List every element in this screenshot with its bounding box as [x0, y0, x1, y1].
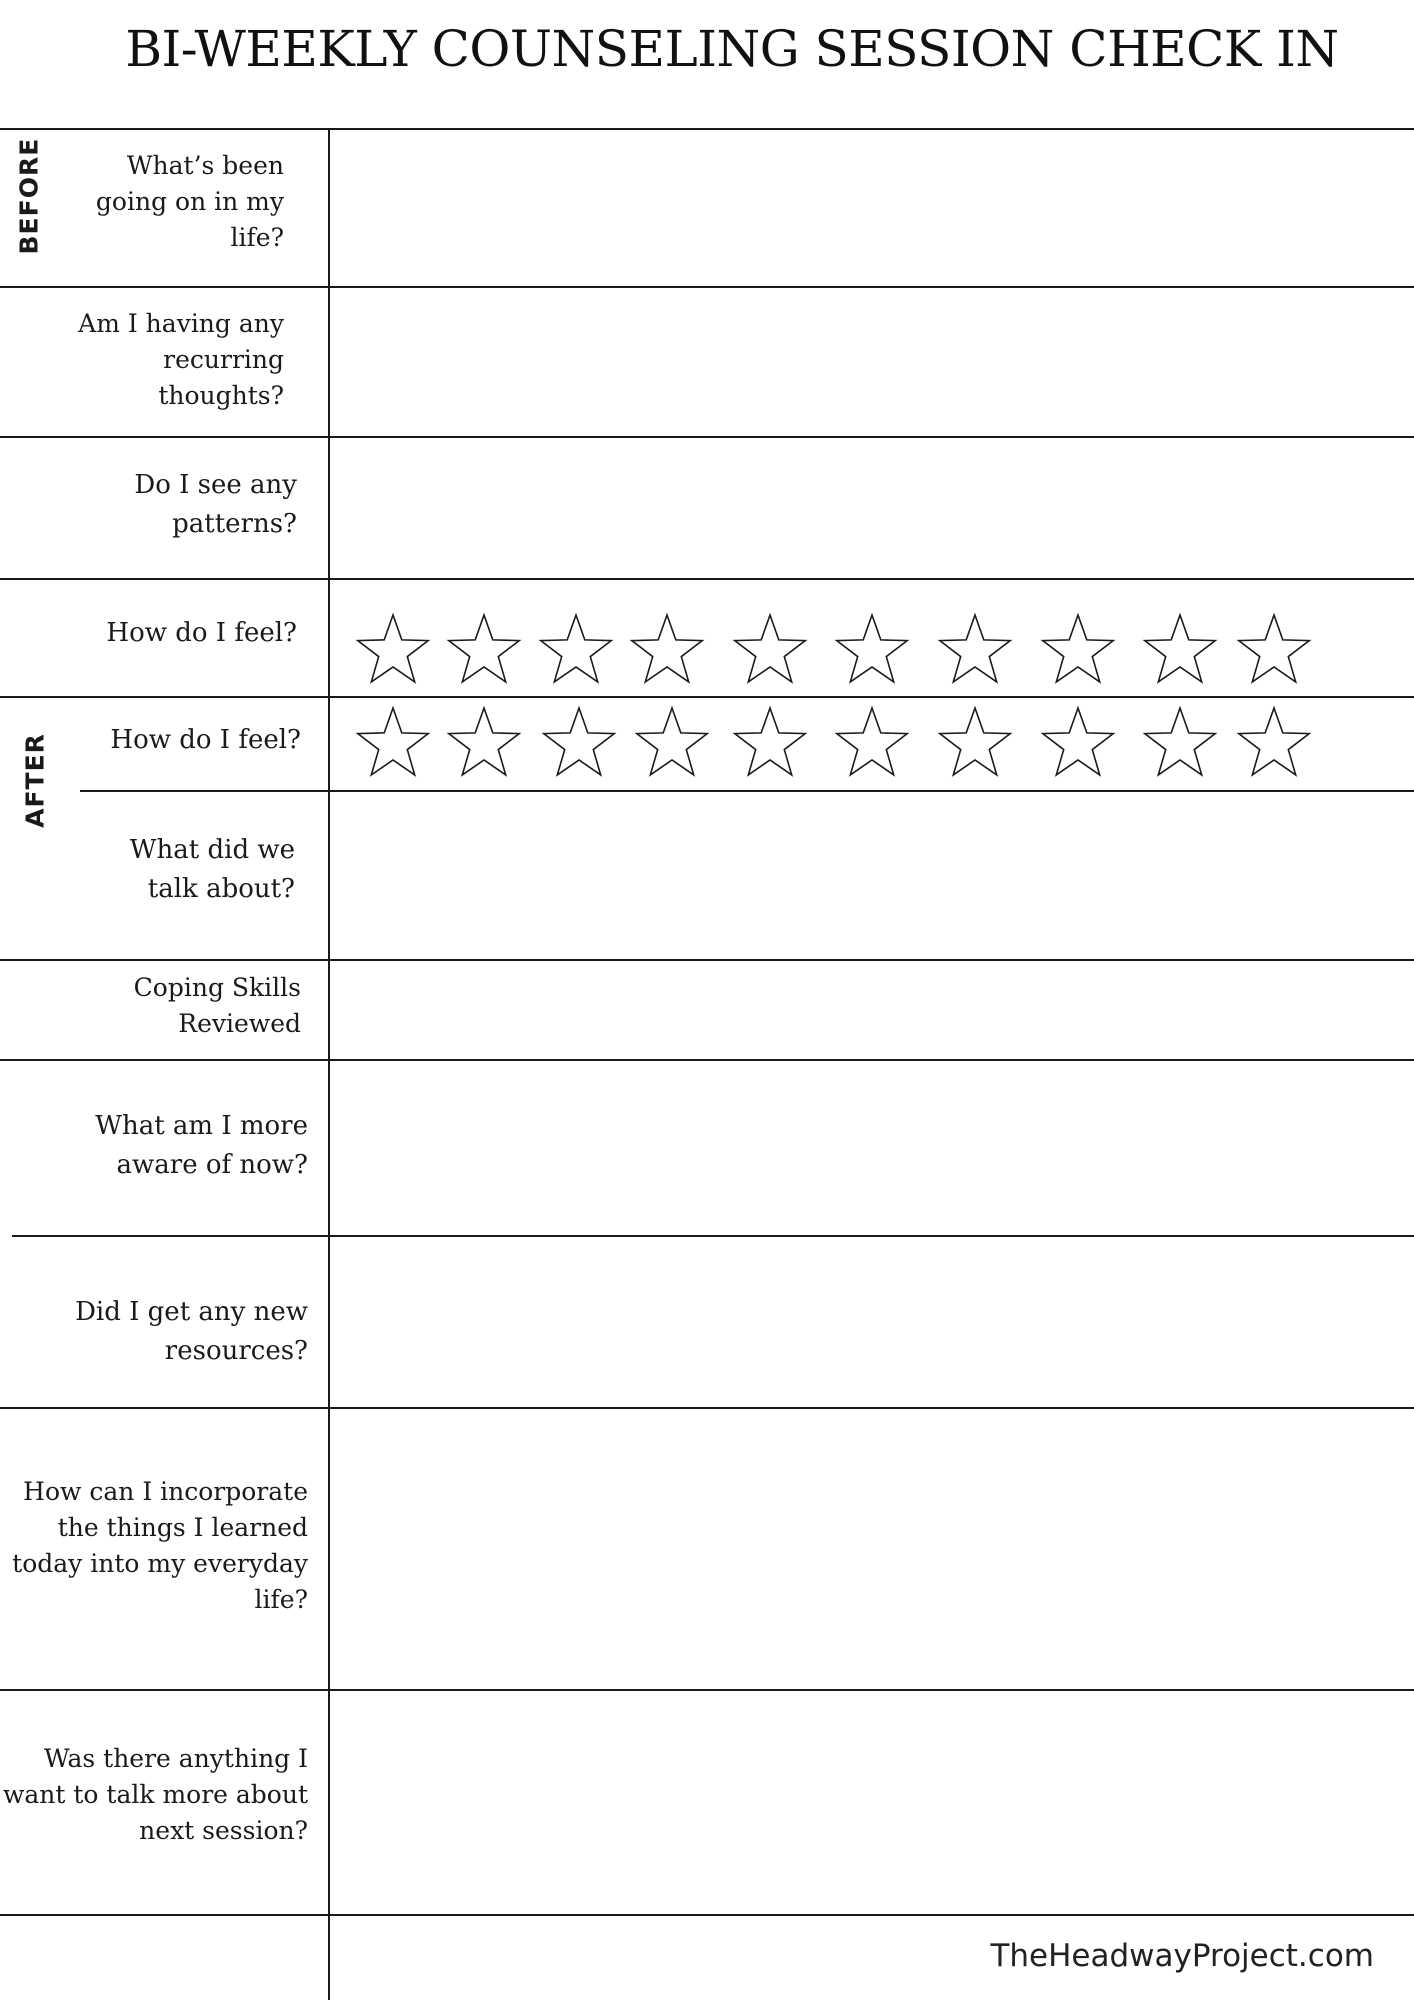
- label-line: life?: [254, 1585, 308, 1614]
- label-line: Am I having any: [78, 309, 284, 338]
- star-7[interactable]: [940, 615, 1010, 682]
- label-line: Do I see any: [134, 470, 297, 500]
- label-line: want to talk more about: [2, 1780, 308, 1809]
- page-title: BI-WEEKLY COUNSELING SESSION CHECK IN: [125, 20, 1339, 78]
- star-10[interactable]: [1239, 615, 1309, 682]
- star-rating-before[interactable]: [358, 615, 1309, 682]
- label-line: Reviewed: [178, 1009, 301, 1038]
- label-line: How do I feel?: [106, 618, 297, 648]
- star-2[interactable]: [449, 708, 519, 775]
- label-line: Did I get any new: [75, 1297, 308, 1327]
- label-line: What did we: [129, 835, 295, 865]
- star-6[interactable]: [837, 615, 907, 682]
- label-line: resources?: [164, 1336, 308, 1366]
- section-before-label: BEFORE: [14, 137, 44, 255]
- star-8[interactable]: [1043, 708, 1113, 775]
- star-2[interactable]: [449, 615, 519, 682]
- star-6[interactable]: [837, 708, 907, 775]
- label-line: Was there anything I: [43, 1744, 308, 1773]
- label-line: next session?: [139, 1816, 308, 1845]
- star-3[interactable]: [544, 708, 614, 775]
- label-line: patterns?: [172, 509, 297, 539]
- section-after-label: AFTER: [20, 733, 50, 828]
- star-5[interactable]: [735, 615, 805, 682]
- footer-website: TheHeadwayProject.com: [990, 1938, 1374, 1974]
- star-5[interactable]: [735, 708, 805, 775]
- label-line: thoughts?: [158, 381, 284, 410]
- star-7[interactable]: [940, 708, 1010, 775]
- star-1[interactable]: [358, 708, 428, 775]
- star-9[interactable]: [1145, 615, 1215, 682]
- label-line: recurring: [163, 345, 284, 374]
- star-rating-after[interactable]: [358, 708, 1309, 775]
- label-line: life?: [230, 223, 284, 252]
- label-line: How can I incorporate: [23, 1477, 308, 1506]
- star-8[interactable]: [1043, 615, 1113, 682]
- star-9[interactable]: [1145, 708, 1215, 775]
- label-line: How do I feel?: [110, 725, 301, 755]
- label-line: today into my everyday: [12, 1549, 308, 1578]
- label-line: What’s been: [126, 151, 284, 180]
- label-line: Coping Skills: [133, 973, 301, 1002]
- star-4[interactable]: [632, 615, 702, 682]
- star-3[interactable]: [541, 615, 611, 682]
- label-line: What am I more: [95, 1111, 308, 1141]
- label-line: talk about?: [147, 874, 295, 904]
- star-4[interactable]: [637, 708, 707, 775]
- label-line: going on in my: [95, 187, 284, 216]
- label-line: the things I learned: [57, 1513, 308, 1542]
- star-1[interactable]: [358, 615, 428, 682]
- star-10[interactable]: [1239, 708, 1309, 775]
- label-line: aware of now?: [116, 1150, 308, 1180]
